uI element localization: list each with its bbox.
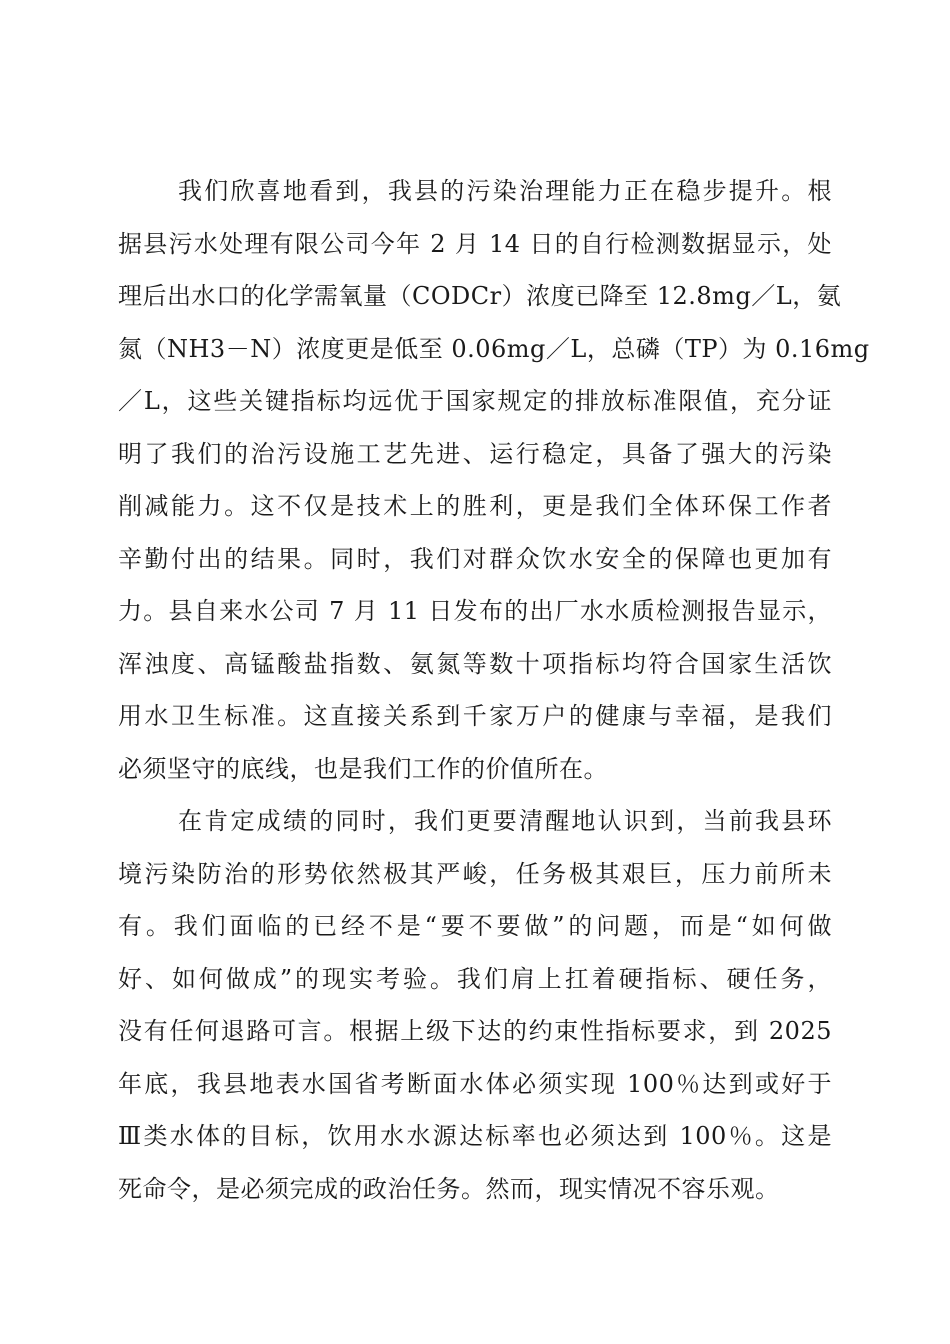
text-line: 削减能力。这不仅是技术上的胜利，更是我们全体环保工作者: [118, 492, 832, 520]
text-line: 年底，我县地表水国省考断面水体必须实现 100％达到或好于: [118, 1069, 832, 1098]
text-line: 浑浊度、高锰酸盐指数、氨氮等数十项指标均符合国家生活饮: [118, 649, 832, 678]
paragraph-achievements: [118, 165, 870, 795]
text-line: 用水卫生标准。这直接关系到千家万户的健康与幸福，是我们: [118, 702, 832, 730]
text-line: Ⅲ类水体的目标，饮用水水源达标率也必须达到 100％。这是: [118, 1122, 832, 1150]
text-line: 氮（NH3－N）浓度更是低至 0.06mg／L，总磷（TP）为 0.16mg: [118, 334, 870, 363]
text-line: 没有任何退路可言。根据上级下达的约束性指标要求，到 2025: [118, 1017, 832, 1045]
text-line: 必须坚守的底线，也是我们工作的价值所在。: [118, 754, 608, 783]
document-body: [118, 165, 870, 1215]
text-line: 辛勤付出的结果。同时，我们对群众饮水安全的保障也更加有: [118, 544, 832, 573]
text-line: 力。县自来水公司 7 月 11 日发布的出厂水水质检测报告显示，: [118, 597, 832, 625]
text-line: 死命令，是必须完成的政治任务。然而，现实情况不容乐观。: [118, 1174, 780, 1203]
paragraph-challenges: [118, 795, 832, 1215]
text-line: ／L，这些关键指标均远优于国家规定的排放标准限值，充分证: [118, 387, 832, 415]
text-line: 我们欣喜地看到，我县的污染治理能力正在稳步提升。根: [178, 177, 832, 205]
text-line: 境污染防治的形势依然极其严峻，任务极其艰巨，压力前所未: [118, 859, 832, 888]
text-line: 明了我们的治污设施工艺先进、运行稳定，具备了强大的污染: [118, 439, 832, 468]
text-line: 理后出水口的化学需氧量（CODCr）浓度已降至 12.8mg／L，氨: [118, 282, 842, 310]
text-line: 在肯定成绩的同时，我们更要清醒地认识到，当前我县环: [178, 807, 832, 835]
text-line: 有。我们面临的已经不是“要不要做”的问题，而是“如何做: [118, 912, 832, 940]
text-line: 据县污水处理有限公司今年 2 月 14 日的自行检测数据显示，处: [118, 229, 832, 258]
text-line: 好、如何做成”的现实考验。我们肩上扛着硬指标、硬任务，: [118, 964, 832, 993]
